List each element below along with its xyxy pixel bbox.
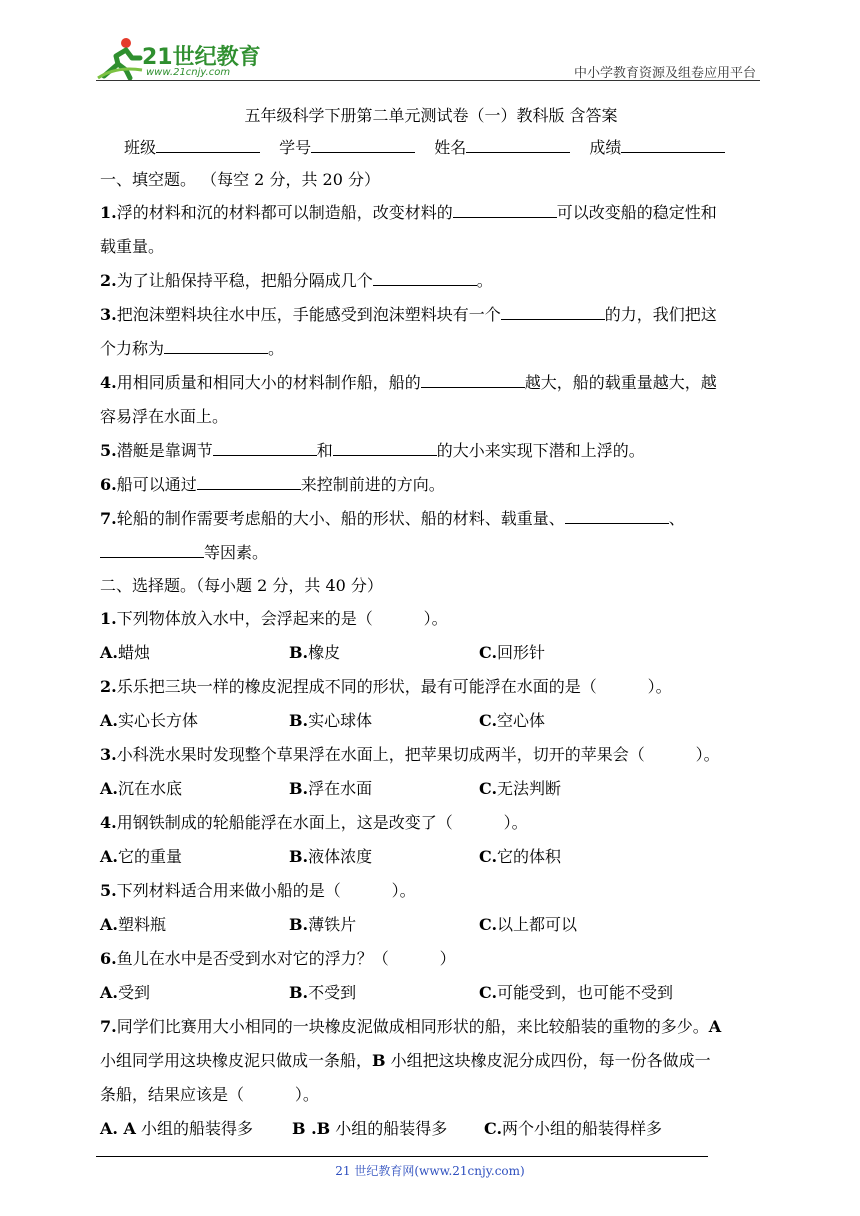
option-a[interactable]: A. A 小组的船装得多 [100,1119,254,1138]
section2-heading: 二、选择题。（每小题 2 分，共 40 分） [100,576,383,595]
choice-question-3: 3.小科洗水果时发现整个草果浮在水面上，把苹果切成两半，切开的苹果会（ ）。 A.沉在水底 B.浮在水面 C.无法判断 [100,738,762,806]
score-blank[interactable] [621,134,725,153]
name-field: 姓名 [434,132,570,164]
answer-blank[interactable] [100,539,204,558]
answer-blank[interactable] [213,437,317,456]
choice-question-6: 6.鱼儿在水中是否受到水对它的浮力？（ ） A.受到 B.不受到 C.可能受到，也可能不受到 [100,942,762,1010]
logo-url: www.21cnjy.com [146,67,231,78]
option-a[interactable]: A.受到 [100,983,150,1002]
class-blank[interactable] [156,134,260,153]
page-header [0,0,860,90]
option-a[interactable]: A.实心长方体 [100,711,198,730]
answer-blank[interactable] [501,301,605,320]
option-c[interactable]: C.可能受到，也可能不受到 [479,983,674,1002]
site-logo[interactable] [96,36,266,80]
option-b[interactable]: B.不受到 [289,983,357,1002]
option-c[interactable]: C.两个小组的船装得样多 [484,1119,663,1138]
fill-question-1: 1.浮的材料和沉的材料都可以制造船，改变材料的 可以改变船的稳定性和 载重量。 [100,196,762,264]
answer-blank[interactable] [197,471,301,490]
answer-blank[interactable] [164,335,268,354]
score-field: 成绩 [589,132,725,164]
page-title: 五年级科学下册第二单元测试卷（一）教科版 含答案 [244,106,618,125]
document-body [100,100,762,1146]
choice-question-5: 5.下列材料适合用来做小船的是（ ）。 A.塑料瓶 B.薄铁片 C.以上都可以 [100,874,762,942]
option-a[interactable]: A.沉在水底 [100,779,182,798]
fill-question-6: 6.船可以通过 来控制前进的方向。 [100,468,762,502]
name-blank[interactable] [466,134,570,153]
runner-logo-icon [96,36,144,80]
footer-divider [96,1156,708,1157]
number-blank[interactable] [311,134,415,153]
logo-text: 21世纪教育 [142,45,261,70]
answer-blank[interactable] [333,437,437,456]
fill-question-2: 2.为了让船保持平稳，把船分隔成几个 。 [100,264,762,298]
option-a[interactable]: A.蜡烛 [100,643,150,662]
option-b[interactable]: B.浮在水面 [289,779,373,798]
option-b[interactable]: B .B 小组的船装得多 [292,1119,448,1138]
option-b[interactable]: B.薄铁片 [289,915,357,934]
answer-blank[interactable] [373,267,477,286]
answer-blank[interactable] [453,199,557,218]
option-a[interactable]: A.塑料瓶 [100,915,166,934]
option-c[interactable]: C.回形针 [479,643,546,662]
class-field: 班级 [124,132,260,164]
footer-link[interactable]: 21 世纪教育网(www.21cnjy.com) [335,1164,525,1178]
option-a[interactable]: A.它的重量 [100,847,182,866]
option-b[interactable]: B.液体浓度 [289,847,373,866]
fill-question-3: 3.把泡沫塑料块往水中压，手能感受到泡沫塑料块有一个 的力，我们把这 个力称为 。 [100,298,762,366]
option-c[interactable]: C.它的体积 [479,847,562,866]
fill-question-4: 4.用相同质量和相同大小的材料制作船，船的 越大，船的载重量越大，越 容易浮在水面上。 [100,366,762,434]
choice-question-7: 7.同学们比赛用大小相同的一块橡皮泥做成相同形状的船，来比较船装的重物的多少。A 小组同学用这块橡皮泥只做成一条船，B 小组把这块橡皮泥分成四份，每一份各做成一 条船，结果应该是（ ）。 A. A 小组的船装得多 B .B 小组的船装得多 C.两个小组的船装得样多 [100,1010,762,1146]
answer-blank[interactable] [565,505,669,524]
fill-question-5: 5.潜艇是靠调节 和 的大小来实现下潜和上浮的。 [100,434,762,468]
choice-question-2: 2.乐乐把三块一样的橡皮泥捏成不同的形状，最有可能浮在水面的是（ ）。 A.实心长方体 B.实心球体 C.空心体 [100,670,762,738]
option-c[interactable]: C.以上都可以 [479,915,578,934]
option-b[interactable]: B.实心球体 [289,711,373,730]
student-info-row [100,132,762,164]
section1-heading: 一、填空题。 （每空 2 分，共 20 分） [100,170,380,189]
header-divider [96,80,760,81]
option-c[interactable]: C.空心体 [479,711,546,730]
option-c[interactable]: C.无法判断 [479,779,562,798]
platform-name: 中小学教育资源及组卷应用平台 [573,66,756,81]
answer-blank[interactable] [421,369,525,388]
option-b[interactable]: B.橡皮 [289,643,341,662]
fill-question-7: 7.轮船的制作需要考虑船的大小、船的形状、船的材料、载重量、 、 等因素。 [100,502,762,570]
choice-question-1: 1.下列物体放入水中，会浮起来的是（ ）。 A.蜡烛 B.橡皮 C.回形针 [100,602,762,670]
choice-question-4: 4.用钢铁制成的轮船能浮在水面上，这是改变了（ ）。 A.它的重量 B.液体浓度 C.它的体积 [100,806,762,874]
number-field: 学号 [279,132,415,164]
